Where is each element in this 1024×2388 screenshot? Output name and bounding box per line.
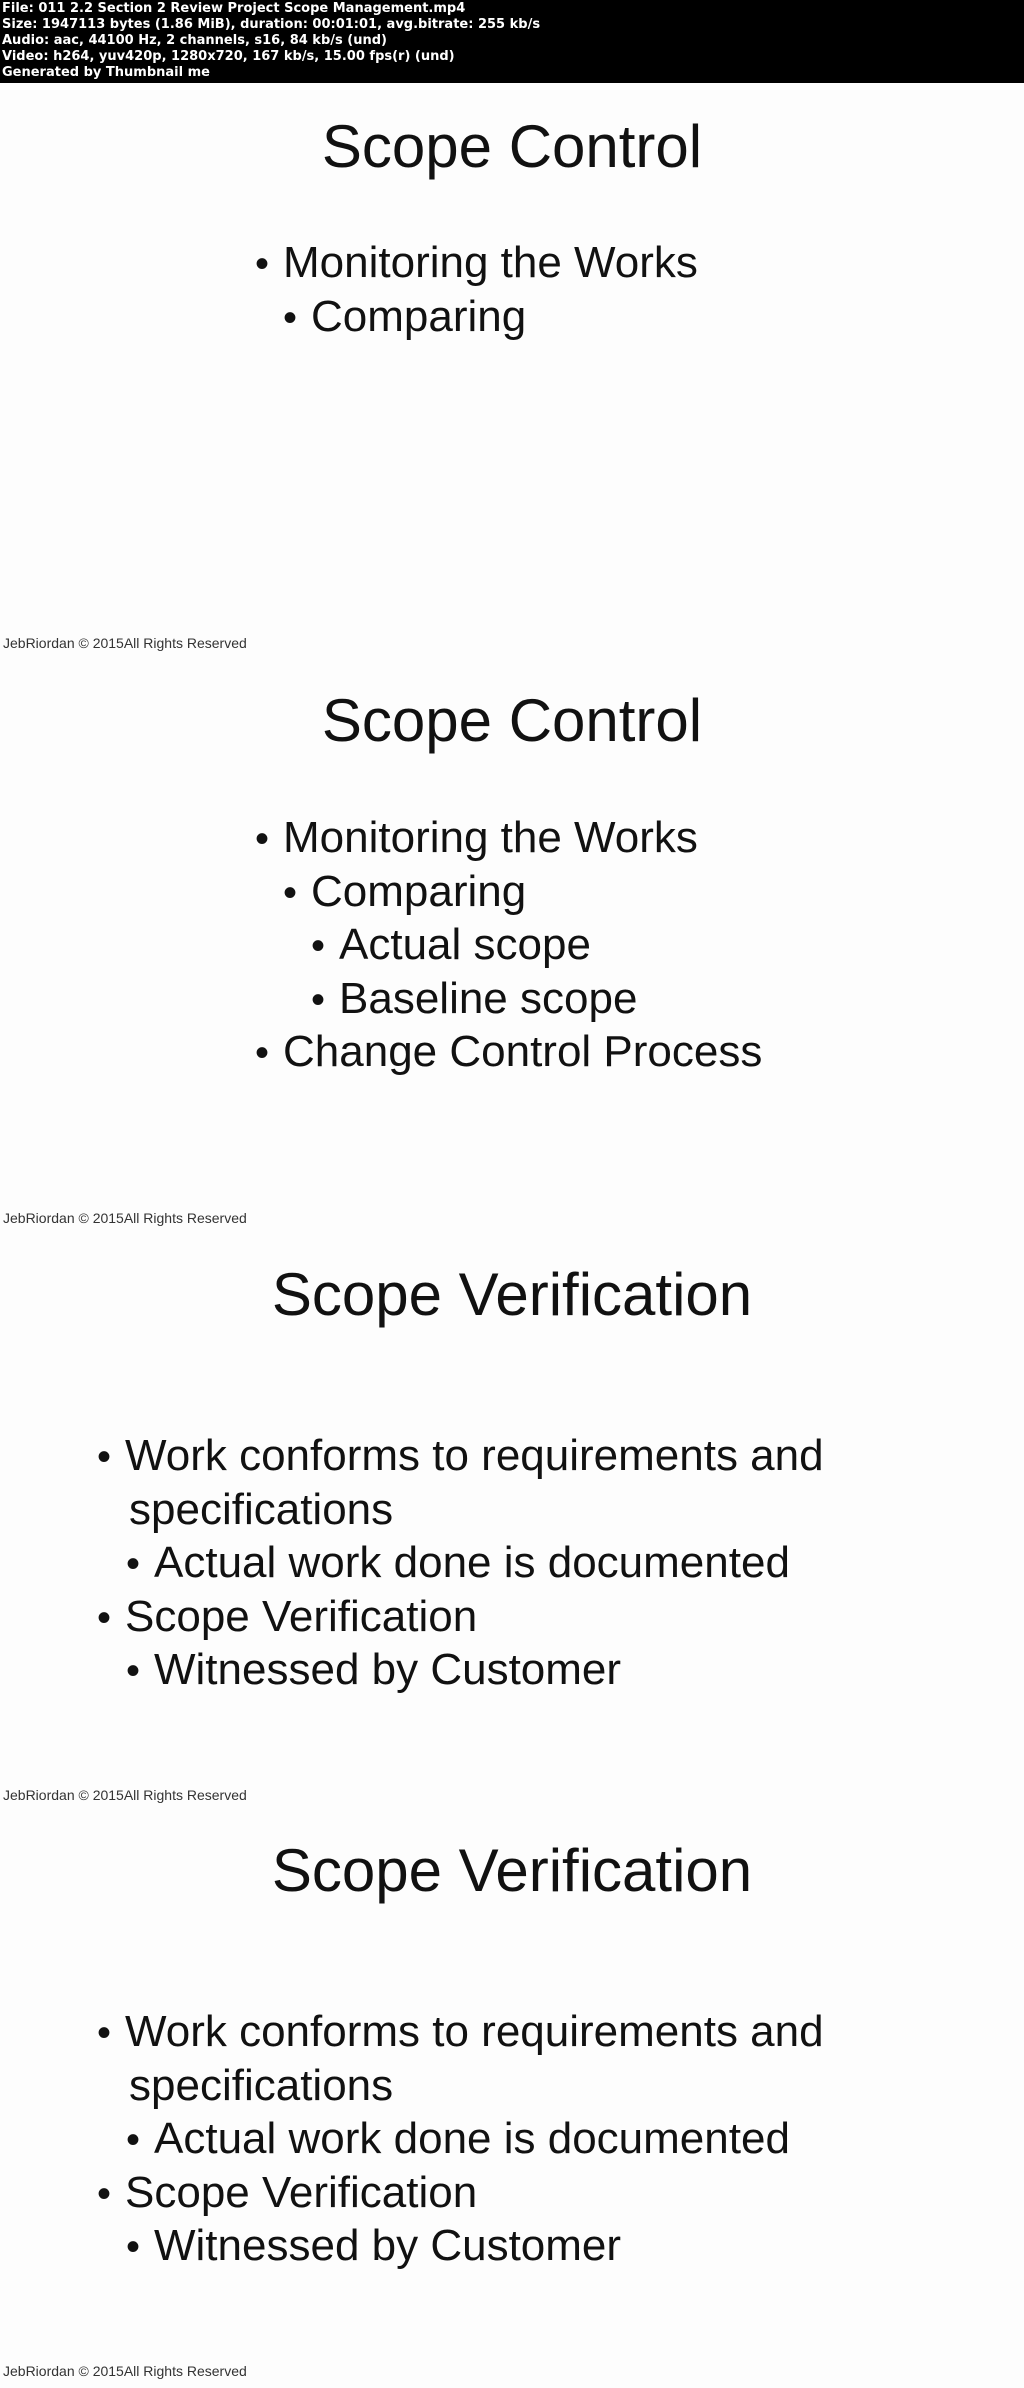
slide-title: Scope Verification — [271, 1837, 753, 1904]
bullet-text: Work conforms to requirements and — [125, 1431, 824, 1480]
generator-info-line: Generated by Thumbnail me — [2, 65, 210, 80]
bullet-text: Witnessed by Customer — [154, 2221, 622, 2270]
bullet-dot-icon: • — [97, 2011, 112, 2055]
slide-title: Scope Control — [321, 113, 703, 180]
bullet-item — [311, 974, 638, 1023]
size-info-line: Size: 1947113 bytes (1.86 MiB), duration: 00:01:01, avg.bitrate: 255 kb/s — [2, 17, 541, 32]
bullet-item — [126, 1645, 622, 1694]
bullet-dot-icon: • — [283, 296, 298, 340]
bullet-item — [97, 2168, 478, 2217]
slide-footer: JebRiordan © 2015All Rights Reserved — [3, 1787, 247, 1803]
bullet-dot-icon: • — [97, 1435, 112, 1479]
slide-title: Scope Verification — [271, 1261, 753, 1328]
bullet-text: Monitoring the Works — [283, 238, 698, 287]
bullet-dot-icon: • — [311, 924, 326, 968]
bullet-text: Actual work done is documented — [154, 2114, 790, 2163]
bullet-continuation: specifications — [129, 1485, 394, 1534]
bullet-item — [283, 867, 527, 916]
slide-footer: JebRiordan © 2015All Rights Reserved — [3, 635, 247, 651]
bullet-item — [255, 1027, 763, 1076]
bullet-item — [97, 1431, 824, 1480]
bullet-item — [126, 2221, 622, 2270]
slide-thumbnail — [0, 83, 1024, 659]
bullet-item — [97, 2007, 824, 2056]
bullet-text: Scope Verification — [125, 2168, 478, 2217]
slide-title: Scope Control — [321, 687, 703, 754]
bullet-text: Change Control Process — [283, 1027, 763, 1076]
bullet-text: Actual work done is documented — [154, 1538, 790, 1587]
bullet-item — [255, 238, 698, 287]
audio-info-line: Audio: aac, 44100 Hz, 2 channels, s16, 84 kb/s (und) — [2, 33, 387, 48]
bullet-dot-icon: • — [126, 1649, 141, 1693]
bullet-dot-icon: • — [97, 1596, 112, 1640]
slide-thumbnail — [0, 1811, 1024, 2388]
bullet-text: Actual scope — [339, 920, 591, 969]
video-info-header — [0, 0, 1024, 83]
bullet-text: Comparing — [311, 292, 527, 341]
bullet-dot-icon: • — [255, 242, 270, 286]
bullet-text: Scope Verification — [125, 1592, 478, 1641]
bullet-text: Witnessed by Customer — [154, 1645, 622, 1694]
slide-footer: JebRiordan © 2015All Rights Reserved — [3, 2363, 247, 2379]
bullet-dot-icon: • — [255, 1031, 270, 1075]
bullet-item — [97, 1592, 478, 1641]
bullet-text: Work conforms to requirements and — [125, 2007, 824, 2056]
bullet-dot-icon: • — [283, 871, 298, 915]
slide-thumbnail — [0, 1235, 1024, 1811]
bullet-item — [126, 1538, 790, 1587]
bullet-text: Monitoring the Works — [283, 813, 698, 862]
bullet-item — [126, 2114, 790, 2163]
bullet-dot-icon: • — [255, 817, 270, 861]
bullet-text: Baseline scope — [339, 974, 638, 1023]
bullet-dot-icon: • — [126, 2118, 141, 2162]
slide-thumbnail — [0, 659, 1024, 1235]
bullet-item — [311, 920, 591, 969]
bullet-dot-icon: • — [126, 2225, 141, 2269]
video-info-line: Video: h264, yuv420p, 1280x720, 167 kb/s, 15.00 fps(r) (und) — [2, 49, 455, 64]
bullet-item — [283, 292, 527, 341]
file-info-line: File: 011 2.2 Section 2 Review Project Scope Management.mp4 — [2, 1, 466, 16]
bullet-dot-icon: • — [126, 1542, 141, 1586]
bullet-text: Comparing — [311, 867, 527, 916]
slide-footer: JebRiordan © 2015All Rights Reserved — [3, 1210, 247, 1226]
bullet-item — [255, 813, 698, 862]
bullet-continuation: specifications — [129, 2061, 394, 2110]
bullet-dot-icon: • — [97, 2172, 112, 2216]
bullet-dot-icon: • — [311, 978, 326, 1022]
